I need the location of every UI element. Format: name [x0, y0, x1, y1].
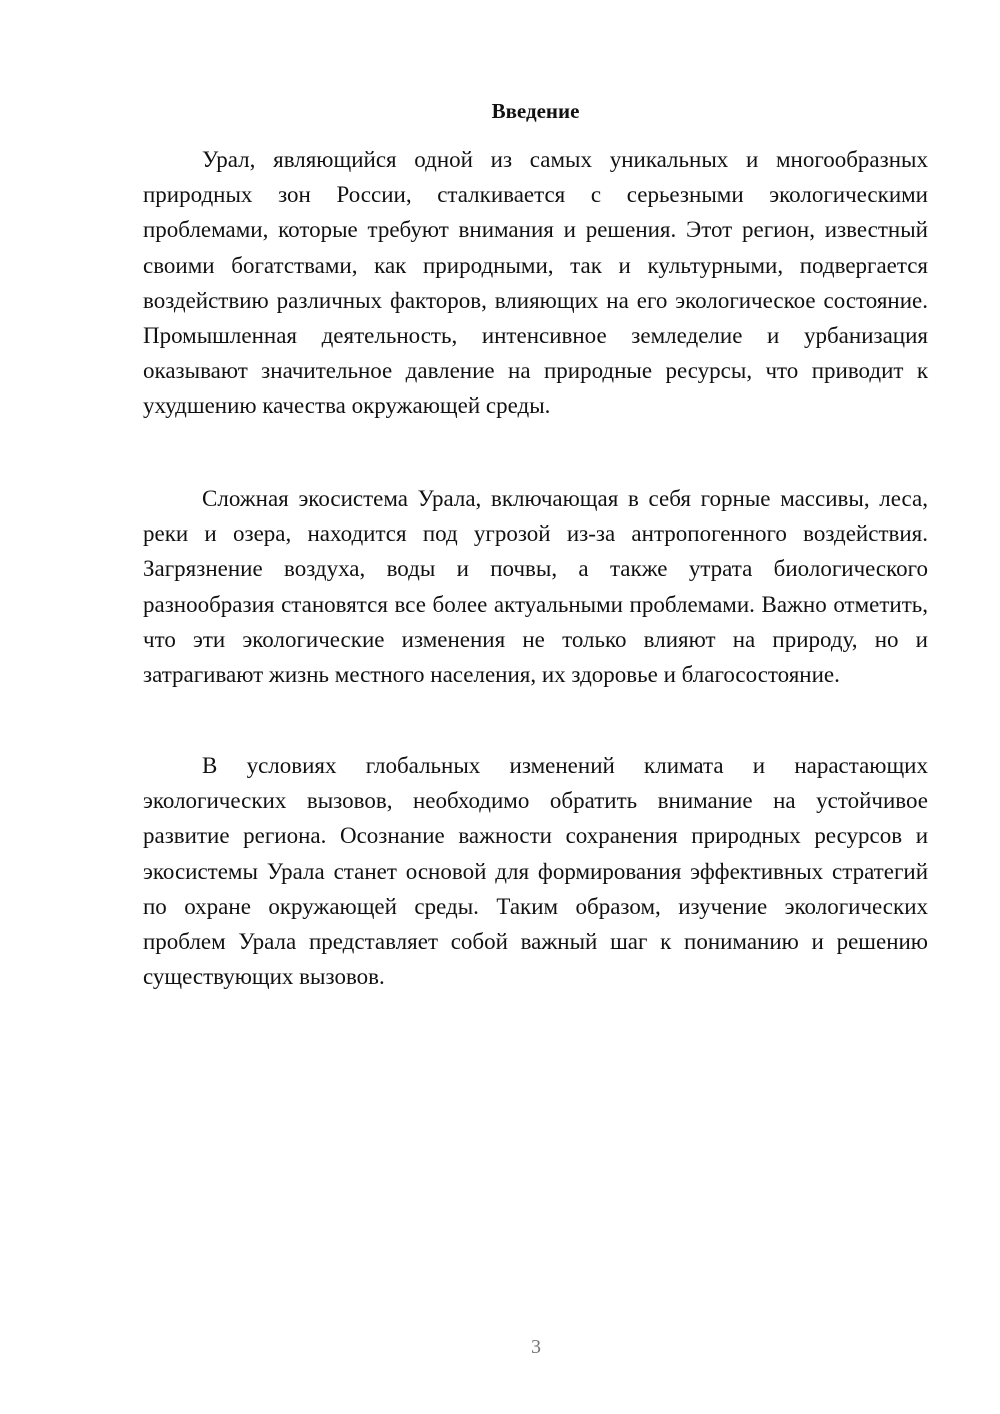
page-number: 3 — [531, 1336, 541, 1358]
paragraph-intro-3: В условиях глобальных изменений климата и нарастающих экологических вызовов, необходимо обратить внимание на устойчивое развитие региона. Осознание важности сохранения природных ресурсов и экосистемы Урала станет основой для формирования эффективных стратегий по охране окружающей среды. Таким образом, изучение экологических проблем Урала представляет собой важный шаг к пониманию и решению существующих вызовов. — [143, 753, 928, 990]
page-title: Введение — [491, 99, 580, 123]
paragraph-intro-2: Сложная экосистема Урала, включающая в себя горные массивы, леса, реки и озера, находится под угрозой из-за антропогенного воздействия. Загрязнение воздуха, воды и почвы, а также утрата биологического разнообразия становятся все более актуальными проблемами. Важно отметить, что эти экологические изменения не только влияют на природу, но и затрагивают жизнь местного населения, их здоровье и благосостояние. — [143, 486, 928, 688]
paragraph-intro-1: Урал, являющийся одной из самых уникальных и многообразных природных зон России, сталкивается с серьезными экологическими проблемами, которые требуют внимания и решения. Этот регион, известный своими богатствами, как природными, так и культурными, подвергается воздействию различных факторов, влияющих на его экологическое состояние. Промышленная деятельность, интенсивное земледелие и урбанизация оказывают значительное давление на природные ресурсы, что приводит к ухудшению качества окружающей среды. — [143, 147, 928, 419]
